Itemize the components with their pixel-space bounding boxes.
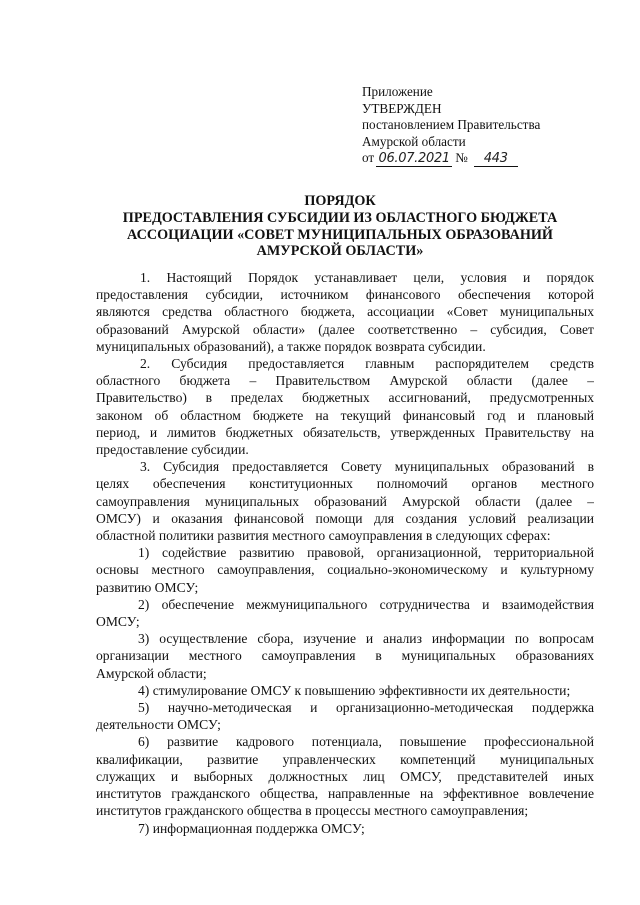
text-line: 7) информационная поддержка ОМСУ; [138,820,365,836]
text-line: 3. Субсидия предоставляется Совету муниципальных образований в [140,459,594,475]
approval-resolution: постановлением Правительства [362,117,541,132]
approval-appendix: Приложение [362,84,433,99]
title-line: ПРЕДОСТАВЛЕНИЯ СУБСИДИИ ИЗ ОБЛАСТНОГО БЮДЖЕТА [122,209,558,226]
text-line: квалификации, развитие управленческих компетенций муниципальных [96,751,594,767]
text-line: целях обеспечения конституционных полномочий органов местного [96,476,594,492]
document-title [100,193,580,260]
handwritten-number: 443 [474,152,518,167]
text-line: 2. Субсидия предоставляется главным распорядителем средств [140,356,594,372]
date-prefix: от [362,150,375,165]
text-line: предоставление субсидии. [96,442,249,458]
list-item-3 [96,630,594,682]
paragraph-1 [96,269,594,355]
text-line: развитию ОМСУ; [96,579,199,595]
text-line: организации местного самоуправления в муниципальных образованиях [96,648,594,664]
approval-date-line [362,150,602,167]
number-prefix: № [455,150,468,165]
list-item-4 [96,682,594,699]
approval-approved: УТВЕРЖДЕН [362,100,442,116]
title-line: АССОЦИАЦИИ «СОВЕТ МУНИЦИПАЛЬНЫХ ОБРАЗОВАНИЙ [127,226,553,243]
handwritten-date: 06.07.2021 [376,152,452,167]
list-item-6 [96,733,594,819]
text-line: Правительство) в пределах бюджетных ассигнований, предусмотренных [96,390,594,406]
text-line: 6) развитие кадрового потенциала, повышение профессиональной [138,734,594,750]
text-line: период, и лимитов бюджетных обязательств, утвержденных Правительству на [96,424,594,440]
title-line: ПОРЯДОК [304,193,376,209]
document-body [96,269,594,837]
paragraph-3 [96,458,594,544]
text-line: областной политики развития местного самоуправления в следующих сферах: [96,528,551,544]
title-line: АМУРСКОЙ ОБЛАСТИ» [256,243,424,260]
text-line: ОМСУ; [96,614,140,630]
text-line: ОМСУ) и оказания финансовой помощи для создания условий реализации [96,510,594,526]
text-line: служащих и выборных должностных лиц ОМСУ, представителей иных [96,768,594,784]
text-line: законом об областном бюджете на текущий финансовый год и плановый [96,407,594,423]
text-line: институтов гражданского общества в процессы местного самоуправления; [96,803,529,819]
approval-block [362,84,602,167]
paragraph-2 [96,355,594,458]
text-line: образований Амурской области» (далее соответственно – субсидия, Совет [96,321,594,337]
text-line: 1. Настоящий Порядок устанавливает цели, условия и порядок [140,270,594,285]
list-item-5 [96,699,594,733]
text-line: основы местного самоуправления, социально-экономическому и культурному [96,562,594,578]
text-line: деятельности ОМСУ; [96,717,221,733]
text-line: 5) научно-методическая и организационно-методическая поддержка [138,700,594,716]
text-line: предоставления субсидии, источником финансового обеспечения которой [96,287,594,303]
text-line: являются средства областного бюджета, ассоциации «Совет муниципальных [96,304,594,320]
approval-region: Амурской области [362,133,466,149]
list-item-7 [96,820,594,837]
text-line: муниципальных образований), а также порядок возврата субсидии. [96,338,486,354]
text-line: областного бюджета – Правительством Амурской области (далее – [96,373,594,389]
text-line: Амурской области; [96,665,207,681]
list-item-1 [96,544,594,596]
text-line: 2) обеспечение межмуниципального сотрудничества и взаимодействия [138,596,594,612]
text-line: 3) осуществление сбора, изучение и анализ информации по вопросам [138,631,594,647]
list-item-2 [96,596,594,630]
text-line: 4) стимулирование ОМСУ к повышению эффективности их деятельности; [138,682,571,698]
text-line: 1) содействие развитию правовой, организационной, территориальной [138,545,594,561]
text-line: институтов гражданского общества, направленные на эффективное вовлечение [96,786,594,802]
text-line: самоуправления муниципальных образований Амурской области (далее – [96,493,594,509]
